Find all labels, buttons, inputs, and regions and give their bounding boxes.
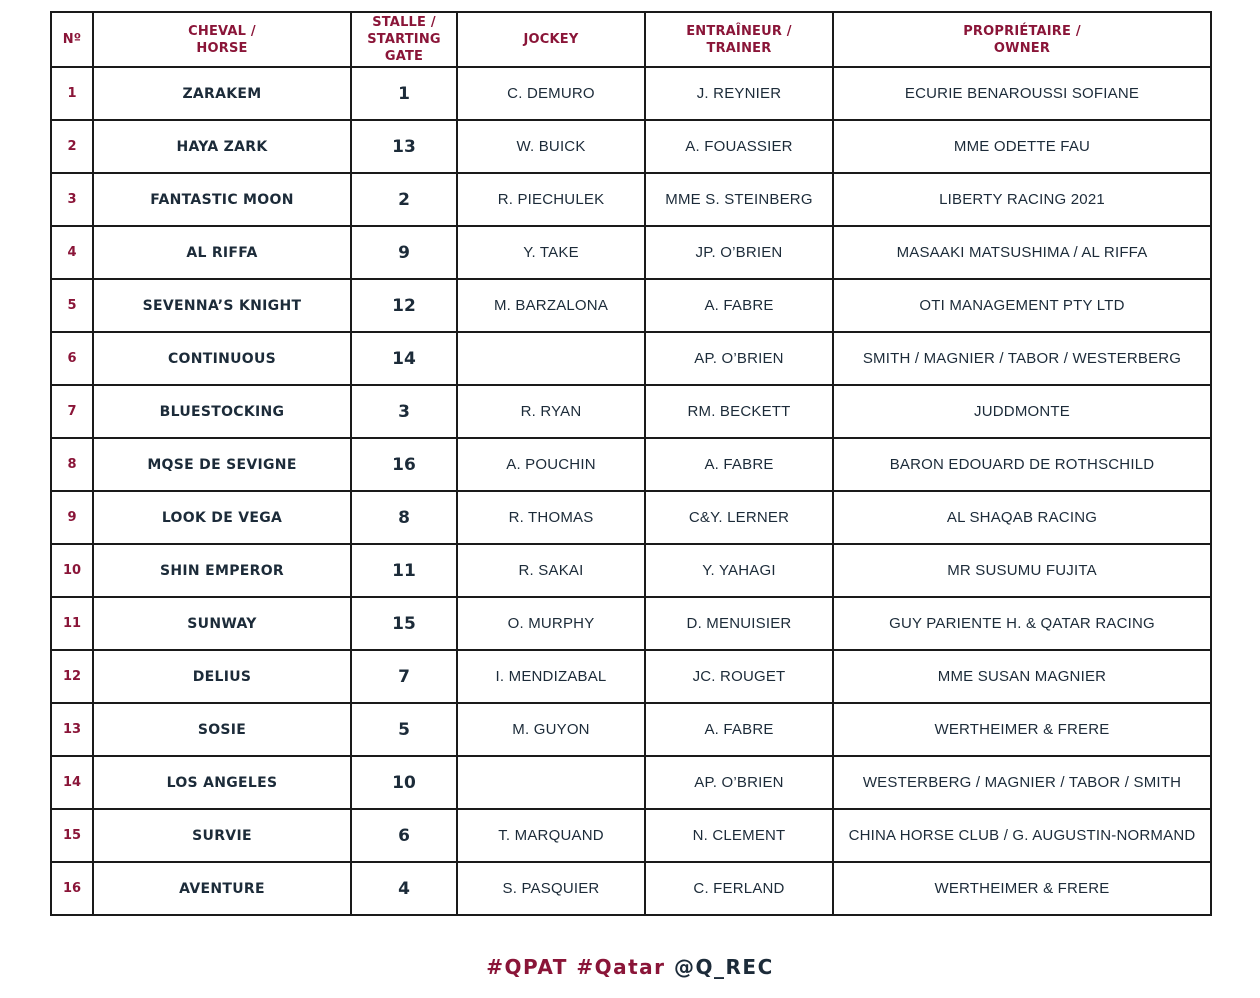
header-owner [833,12,1211,67]
starting-gate: 5 [351,703,457,756]
header-owner-en: OWNER [993,40,1051,56]
row-number: 2 [51,120,93,173]
jockey-name: I. MENDIZABAL [457,650,645,703]
starting-gate: 7 [351,650,457,703]
trainer-name: A. FABRE [645,438,833,491]
trainer-name: Y. YAHAGI [645,544,833,597]
header-owner-fr: PROPRIÉTAIRE / [963,23,1081,39]
horse-name: SOSIE [93,703,351,756]
header-row [51,12,1211,67]
table-row [51,279,1211,332]
trainer-name: N. CLEMENT [645,809,833,862]
table-row [51,703,1211,756]
trainer-name: C. FERLAND [645,862,833,915]
trainer-name: D. MENUISIER [645,597,833,650]
header-gate-fr: STALLE / [372,15,436,30]
owner-name: MME ODETTE FAU [833,120,1211,173]
row-number: 13 [51,703,93,756]
owner-name: SMITH / MAGNIER / TABOR / WESTERBERG [833,332,1211,385]
table-row [51,756,1211,809]
table-row [51,809,1211,862]
starting-gate: 1 [351,67,457,120]
row-number: 7 [51,385,93,438]
runners-table-container [50,11,1210,916]
trainer-name: AP. O’BRIEN [645,332,833,385]
header-horse-en: HORSE [196,40,248,56]
row-number: 11 [51,597,93,650]
jockey-name: R. PIECHULEK [457,173,645,226]
row-number: 16 [51,862,93,915]
header-horse [93,12,351,67]
starting-gate: 11 [351,544,457,597]
runners-table [50,11,1212,916]
horse-name: ZARAKEM [93,67,351,120]
jockey-name: R. THOMAS [457,491,645,544]
owner-name: MR SUSUMU FUJITA [833,544,1211,597]
table-row [51,650,1211,703]
row-number: 14 [51,756,93,809]
owner-name: ECURIE BENAROUSSI SOFIANE [833,67,1211,120]
table-row [51,597,1211,650]
horse-name: SURVIE [93,809,351,862]
jockey-name [457,756,645,809]
jockey-name: O. MURPHY [457,597,645,650]
table-row [51,226,1211,279]
header-trainer [645,12,833,67]
owner-name: OTI MANAGEMENT PTY LTD [833,279,1211,332]
starting-gate: 3 [351,385,457,438]
starting-gate: 6 [351,809,457,862]
footer-hashtags [0,955,1260,979]
owner-name: WERTHEIMER & FRERE [833,703,1211,756]
row-number: 8 [51,438,93,491]
starting-gate: 2 [351,173,457,226]
starting-gate: 16 [351,438,457,491]
jockey-name: Y. TAKE [457,226,645,279]
header-horse-fr: CHEVAL / [188,23,256,39]
header-gate [351,12,457,67]
trainer-name: J. REYNIER [645,67,833,120]
owner-name: AL SHAQAB RACING [833,491,1211,544]
header-trainer-en: TRAINER [706,40,772,56]
jockey-name: R. RYAN [457,385,645,438]
twitter-handle: @Q_REC [674,955,774,979]
jockey-name: S. PASQUIER [457,862,645,915]
horse-name: HAYA ZARK [93,120,351,173]
row-number: 10 [51,544,93,597]
owner-name: MME SUSAN MAGNIER [833,650,1211,703]
starting-gate: 10 [351,756,457,809]
horse-name: SUNWAY [93,597,351,650]
horse-name: MQSE DE SEVIGNE [93,438,351,491]
starting-gate: 12 [351,279,457,332]
jockey-name: R. SAKAI [457,544,645,597]
table-row [51,385,1211,438]
owner-name: MASAAKI MATSUSHIMA / AL RIFFA [833,226,1211,279]
table-row [51,67,1211,120]
trainer-name: MME S. STEINBERG [645,173,833,226]
horse-name: LOS ANGELES [93,756,351,809]
horse-name: AL RIFFA [93,226,351,279]
horse-name: DELIUS [93,650,351,703]
trainer-name: JP. O’BRIEN [645,226,833,279]
trainer-name: A. FOUASSIER [645,120,833,173]
row-number: 9 [51,491,93,544]
jockey-name: M. BARZALONA [457,279,645,332]
horse-name: SHIN EMPEROR [93,544,351,597]
owner-name: LIBERTY RACING 2021 [833,173,1211,226]
trainer-name: RM. BECKETT [645,385,833,438]
starting-gate: 4 [351,862,457,915]
hashtag-qatar: #Qatar [576,955,666,979]
header-trainer-fr: ENTRAÎNEUR / [686,23,792,39]
row-number: 12 [51,650,93,703]
header-gate-en-1: STARTING [367,32,441,47]
starting-gate: 13 [351,120,457,173]
row-number: 4 [51,226,93,279]
row-number: 15 [51,809,93,862]
header-gate-en-2: GATE [384,49,424,64]
starting-gate: 9 [351,226,457,279]
hashtag-qpat: #QPAT [486,955,568,979]
row-number: 5 [51,279,93,332]
jockey-name: M. GUYON [457,703,645,756]
owner-name: CHINA HORSE CLUB / G. AUGUSTIN-NORMAND [833,809,1211,862]
table-row [51,862,1211,915]
owner-name: BARON EDOUARD DE ROTHSCHILD [833,438,1211,491]
table-row [51,491,1211,544]
jockey-name: T. MARQUAND [457,809,645,862]
trainer-name: A. FABRE [645,703,833,756]
horse-name: CONTINUOUS [93,332,351,385]
horse-name: BLUESTOCKING [93,385,351,438]
starting-gate: 8 [351,491,457,544]
horse-name: FANTASTIC MOON [93,173,351,226]
trainer-name: JC. ROUGET [645,650,833,703]
starting-gate: 14 [351,332,457,385]
jockey-name: C. DEMURO [457,67,645,120]
header-num: Nº [51,12,93,67]
row-number: 3 [51,173,93,226]
trainer-name: A. FABRE [645,279,833,332]
jockey-name: W. BUICK [457,120,645,173]
row-number: 1 [51,67,93,120]
horse-name: SEVENNA’S KNIGHT [93,279,351,332]
owner-name: WERTHEIMER & FRERE [833,862,1211,915]
jockey-name [457,332,645,385]
trainer-name: C&Y. LERNER [645,491,833,544]
table-row [51,332,1211,385]
owner-name: JUDDMONTE [833,385,1211,438]
starting-gate: 15 [351,597,457,650]
header-jockey: JOCKEY [457,12,645,67]
horse-name: LOOK DE VEGA [93,491,351,544]
trainer-name: AP. O’BRIEN [645,756,833,809]
table-body [51,67,1211,915]
table-row [51,120,1211,173]
jockey-name: A. POUCHIN [457,438,645,491]
owner-name: GUY PARIENTE H. & QATAR RACING [833,597,1211,650]
owner-name: WESTERBERG / MAGNIER / TABOR / SMITH [833,756,1211,809]
table-row [51,173,1211,226]
table-row [51,438,1211,491]
table-row [51,544,1211,597]
row-number: 6 [51,332,93,385]
horse-name: AVENTURE [93,862,351,915]
